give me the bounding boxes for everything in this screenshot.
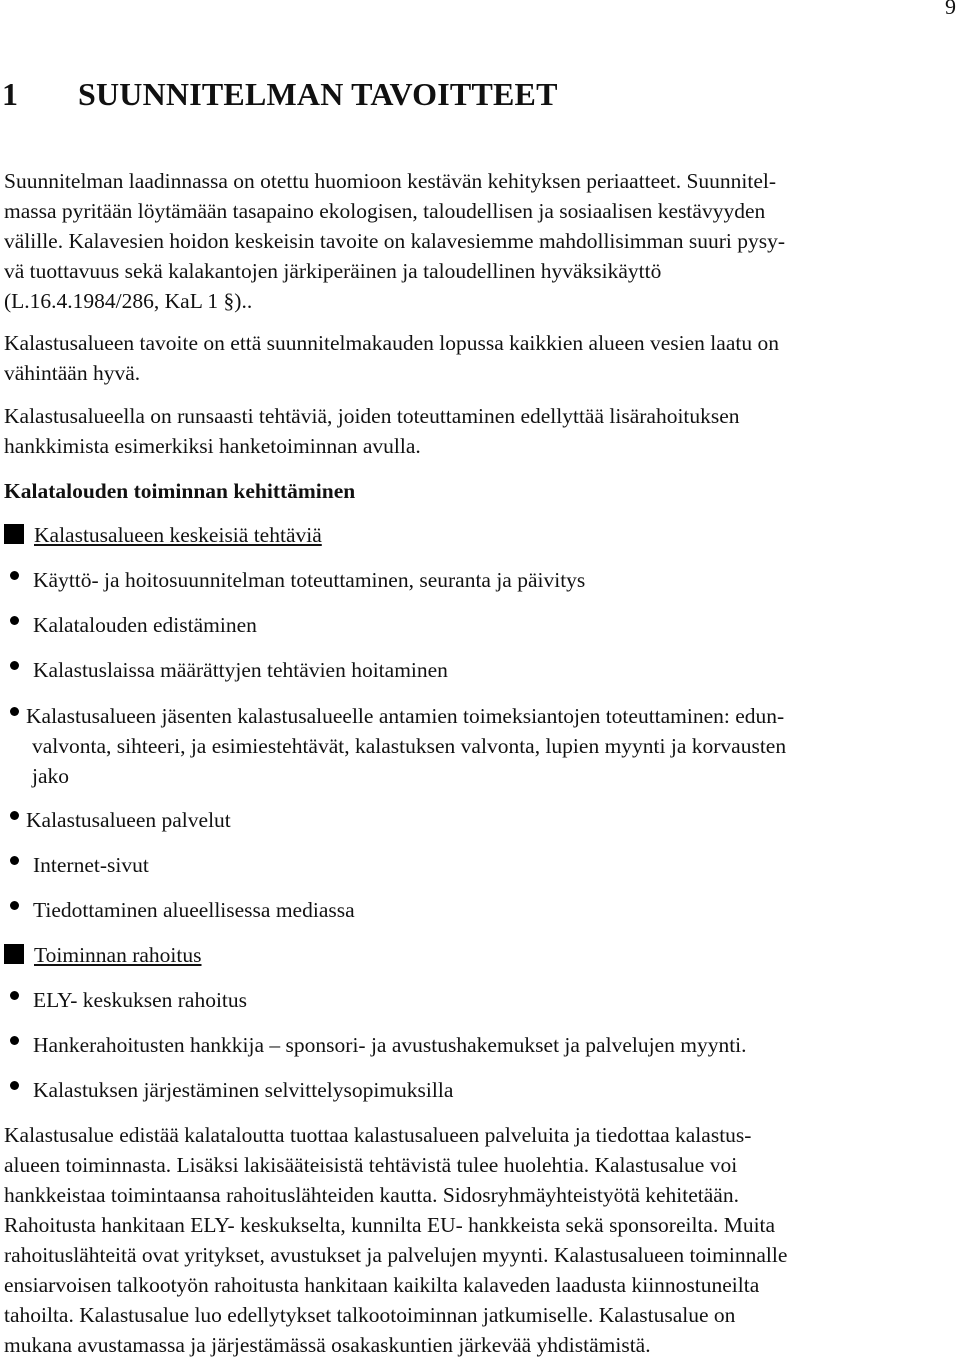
text-line: hankkimista esimerkiksi hanketoiminnan avulla. xyxy=(4,434,421,458)
section-heading-tasks xyxy=(4,520,322,550)
text-line: Rahoitusta hankitaan ELY- keskukselta, kunnilta EU- hankkeista sekä sponsoreilta. Muita xyxy=(4,1213,776,1237)
list-item-text: Tiedottaminen alueellisessa mediassa xyxy=(33,898,355,922)
list-item xyxy=(6,895,355,925)
square-bullet-icon xyxy=(4,944,24,964)
text-line: alueen toiminnasta. Lisäksi lakisääteisistä tehtävistä tulee huolehtia. Kalastusalue voi xyxy=(4,1153,738,1177)
text-line: (L.16.4.1984/286, KaL 1 §).. xyxy=(4,289,253,313)
list-item-text: Hankerahoitusten hankkija – sponsori- ja avustushakemukset ja palvelujen myynti. xyxy=(33,1033,747,1057)
list-item xyxy=(6,1075,453,1105)
list-item-text: Kalastusalueen jäsenten kalastusalueelle antamien toimeksiantojen toteuttaminen: edun- xyxy=(26,704,785,728)
text-line: rahoituslähteitä ovat yritykset, avustukset ja palvelujen myynti. Kalastusalueen toiminnalle xyxy=(4,1243,788,1267)
page-number: 9 xyxy=(945,0,956,19)
bullet-icon xyxy=(10,1036,19,1045)
tasks-paragraph xyxy=(4,401,956,461)
text-line: välille. Kalavesien hoidon keskeisin tavoite on kalavesiemme mahdollisimman suuri pysy- xyxy=(4,229,786,253)
text-line: Kalastusalue edistää kalataloutta tuottaa kalastusalueen palveluita ja tiedottaa kalastus- xyxy=(4,1123,752,1147)
bullet-icon xyxy=(10,571,19,580)
list-item-text: Kalastusalueen palvelut xyxy=(26,808,231,832)
bullet-icon xyxy=(10,661,19,670)
goal-paragraph xyxy=(4,328,956,388)
list-item-text: Kalastuslaissa määrättyjen tehtävien hoitaminen xyxy=(33,658,448,682)
bullet-icon xyxy=(10,1081,19,1090)
text-line: massa pyritään löytämään tasapaino ekologisen, taloudellisen ja sosiaalisen kestävyyden xyxy=(4,199,766,223)
list-item-text: ELY- keskuksen rahoitus xyxy=(33,988,248,1012)
list-item xyxy=(6,850,149,880)
bullet-icon xyxy=(10,811,19,820)
section-title: Kalastusalueen keskeisiä tehtäviä xyxy=(34,523,322,547)
text-line: ensiarvoisen talkootyön rahoitusta hankitaan kaikilta kalaveden laadusta kiinnostuneilta xyxy=(4,1273,760,1297)
list-item xyxy=(6,985,247,1015)
text-line: mukana avustamassa ja järjestämässä osakaskuntien järkevää yhdistämistä. xyxy=(4,1333,651,1357)
bullet-icon xyxy=(10,616,19,625)
list-item-text: Internet-sivut xyxy=(33,853,149,877)
section-heading-funding xyxy=(4,940,202,970)
page-title xyxy=(2,76,558,113)
bullet-icon xyxy=(10,707,19,716)
heading-title: SUUNNITELMAN TAVOITTEET xyxy=(78,76,558,112)
text-line: Kalastusalueen tavoite on että suunnitelmakauden lopussa kaikkien alueen vesien laatu on xyxy=(4,331,779,355)
list-item xyxy=(6,1030,747,1060)
closing-paragraph xyxy=(4,1120,956,1360)
list-item-text: valvonta, sihteeri, ja esimiestehtävät, kalastuksen valvonta, lupien myynti ja korvausten xyxy=(32,734,787,758)
list-item-text: jako xyxy=(32,764,70,788)
text-line: vähintään hyvä. xyxy=(4,361,141,385)
bullet-icon xyxy=(10,991,19,1000)
list-item-text: Käyttö- ja hoitosuunnitelman toteuttaminen, seuranta ja päivitys xyxy=(33,568,586,592)
list-item xyxy=(6,610,257,640)
list-item-text: Kalatalouden edistäminen xyxy=(33,613,257,637)
text-line: hankkeistaa toimintaansa rahoituslähteiden kautta. Sidosryhmäyhteistyötä kehitetään. xyxy=(4,1183,739,1207)
text-line: tahoilta. Kalastusalue luo edellytykset talkootoiminnan jatkumiselle. Kalastusalue on xyxy=(4,1303,736,1327)
list-item xyxy=(6,655,448,685)
bullet-icon xyxy=(10,856,19,865)
section-subheading: Kalatalouden toiminnan kehittäminen xyxy=(4,479,356,503)
text-line: vä tuottavuus sekä kalakantojen järkiperäinen ja taloudellinen hyväksikäyttö xyxy=(4,259,662,283)
bullet-icon xyxy=(10,901,19,910)
list-item xyxy=(6,565,585,595)
section-title: Toiminnan rahoitus xyxy=(34,943,202,967)
text-line: Kalastusalueella on runsaasti tehtäviä, joiden toteuttaminen edellyttää lisärahoituksen xyxy=(4,404,740,428)
list-item xyxy=(6,701,786,791)
list-item-text: Kalastuksen järjestäminen selvittelysopimuksilla xyxy=(33,1078,454,1102)
list-item xyxy=(6,805,231,835)
square-bullet-icon xyxy=(4,524,24,544)
heading-number: 1 xyxy=(2,76,19,112)
text-line: Suunnitelman laadinnassa on otettu huomioon kestävän kehityksen periaatteet. Suunnitel- xyxy=(4,169,777,193)
intro-paragraph xyxy=(4,166,956,316)
